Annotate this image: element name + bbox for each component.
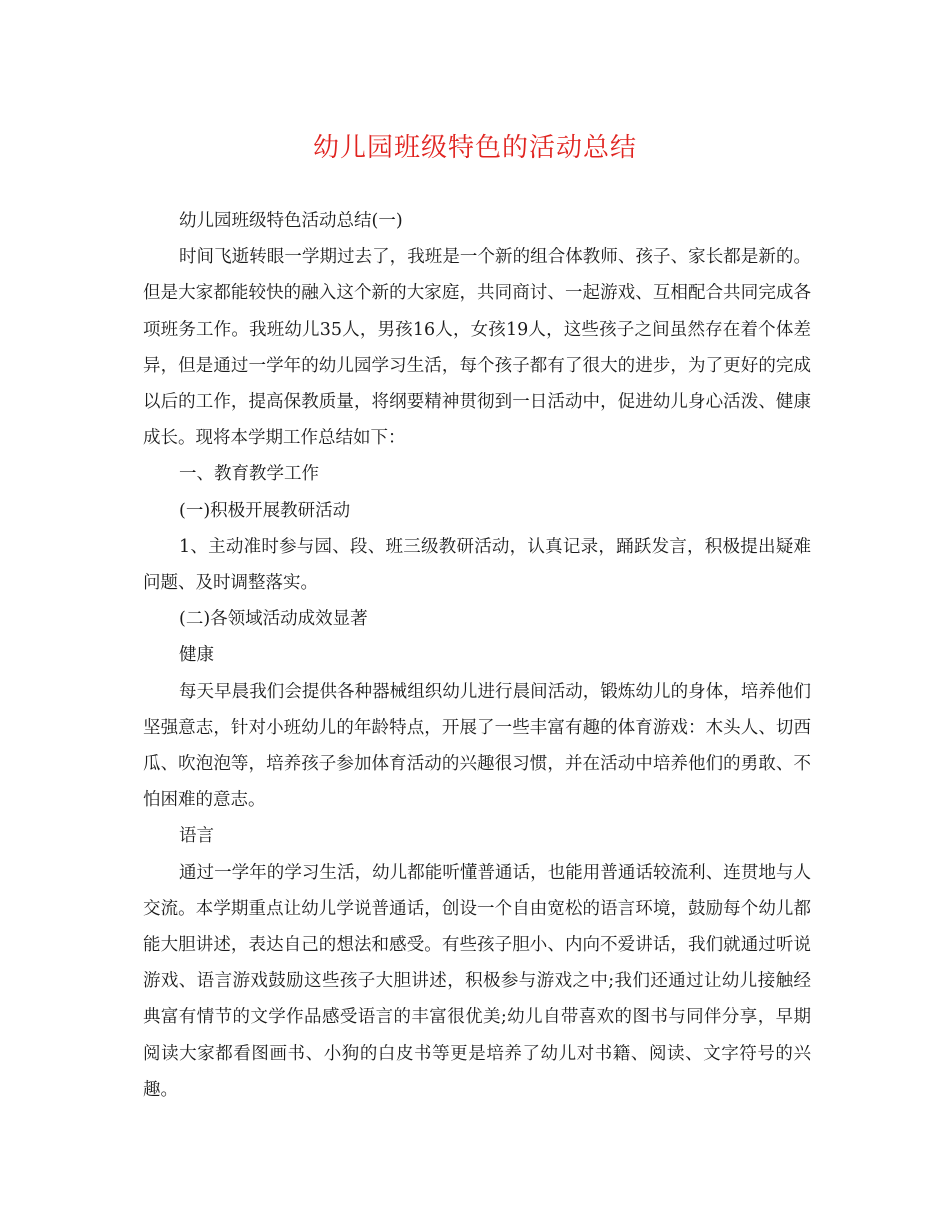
document-title: 幼儿园班级特色的活动总结 [312,133,637,163]
heading-section-1: 一、教育教学工作 [179,464,319,485]
document-body [143,203,811,1108]
heading-language: 语言 [179,826,214,847]
heading-subsection-2: (二)各领域活动成效显著 [179,609,368,630]
paragraph-health: 每天早晨我们会提供各种器械组织幼儿进行晨间活动，锻炼幼儿的身体，培养他们坚强意志，针对小班幼儿的年龄特点，开展了一些丰富有趣的体育游戏：木头人、切西瓜、吹泡泡等，培养孩子参加体育活动的兴趣很习惯，并在活动中培养他们的勇敢、不怕困难的意志。 [143,681,811,811]
paragraph-research: 1、主动准时参与园、段、班三级教研活动，认真记录，踊跃发言，积极提出疑难问题、及时调整落实。 [143,536,811,594]
heading-health: 健康 [179,645,214,666]
heading-subsection-1: (一)积极开展教研活动 [179,500,351,521]
paragraph-intro: 时间飞逝转眼一学期过去了，我班是一个新的组合体教师、孩子、家长都是新的。但是大家都能较快的融入这个新的大家庭，共同商讨、一起游戏、互相配合共同完成各项班务工作。我班幼儿35人，男孩16人，女孩19人，这些孩子之间虽然存在着个体差异，但是通过一学年的幼儿园学习生活，每个孩子都有了很大的进步，为了更好的完成以后的工作，提高保教质量，将纲要精神贯彻到一日活动中，促进幼儿身心活泼、健康成长。现将本学期工作总结如下： [143,247,811,449]
paragraph-language: 通过一学年的学习生活，幼儿都能听懂普通话，也能用普通话较流利、连贯地与人交流。本学期重点让幼儿学说普通话，创设一个自由宽松的语言环境，鼓励每个幼儿都能大胆讲述，表达自己的想法和感受。有些孩子胆小、内向不爱讲话，我们就通过听说游戏、语言游戏鼓励这些孩子大胆讲述，积极参与游戏之中;我们还通过让幼儿接触经典富有情节的文学作品感受语言的丰富很优美;幼儿自带喜欢的图书与同伴分享，早期阅读大家都看图画书、小狗的白皮书等更是培养了幼儿对书籍、阅读、文字符号的兴趣。 [143,862,811,1100]
paragraph-subtitle: 幼儿园班级特色活动总结(一) [179,211,403,231]
